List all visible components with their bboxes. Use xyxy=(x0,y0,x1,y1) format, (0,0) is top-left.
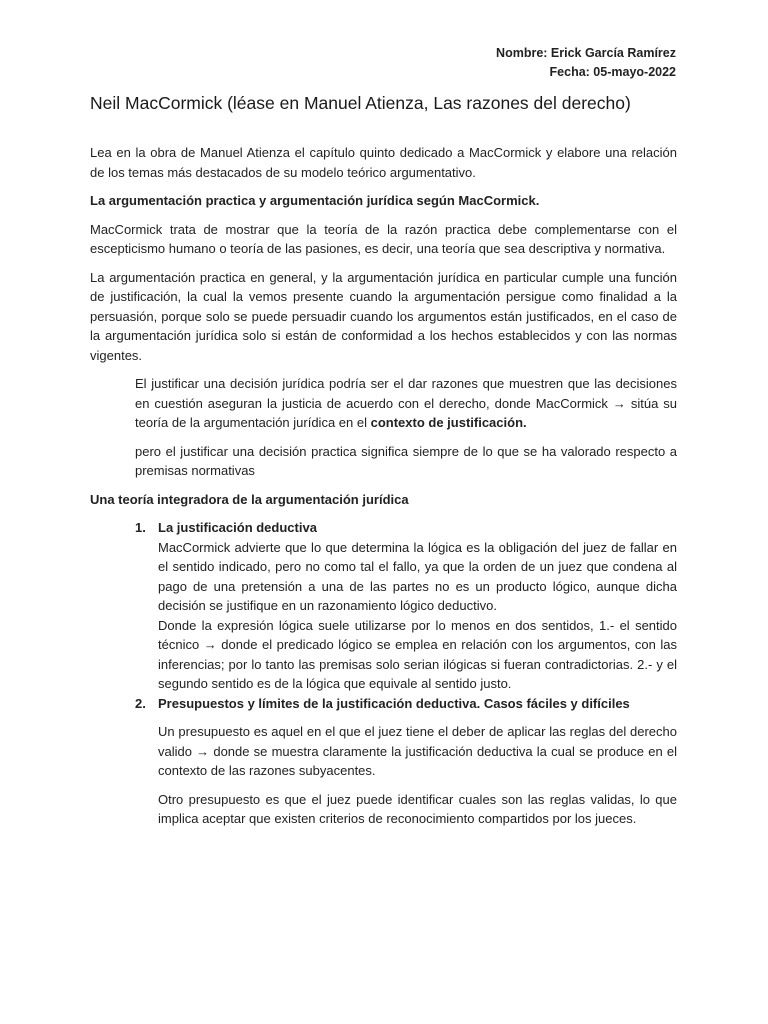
list-item xyxy=(90,694,677,829)
indented-paragraph-1-emphasis: contexto de justificación. xyxy=(370,415,527,430)
list-item-text: MacCormick advierte que lo que determina la lógica es la obligación del juez de fallar en el sentido indicado, pero no como tal el fallo, ya que la orden de un juez que condena al pago de una pretensión a una de las partes no es un producto lógico, aunque dicha decisión se justifique en un razonamiento lógico deductivo. xyxy=(158,539,677,613)
list-item-text: Donde la expresión lógica suele utilizarse por lo menos en dos sentidos, 1.- el sentido técnico → donde el predicado lógico se emplea en relación con los argumentos, con las inferencias; por lo tanto las premisas solo serian ilógicas si fueran contradictorias. 2.- y el segundo sentido es de la lógica que equivale al sentido justo. xyxy=(158,617,677,691)
author-name: Nombre: Erick García Ramírez xyxy=(496,46,676,60)
list-item-text: Otro presupuesto es que el juez puede identificar cuales son las reglas validas, lo que implica aceptar que existen criterios de reconocimiento compartidos por los jueces. xyxy=(158,791,677,826)
list-item-title: La justificación deductiva xyxy=(158,520,317,535)
list-item-text: Un presupuesto es aquel en el que el juez tiene el deber de aplicar las reglas del derecho valido → donde se muestra claramente la justificación deductiva la cual se produce en el contexto de las razones subyacentes. xyxy=(158,724,677,778)
numbered-list xyxy=(90,518,677,829)
section1-paragraph-2: La argumentación practica en general, y la argumentación jurídica en particular cumple una función de justificación, la cual la vemos presente cuando la argumentación persigue como finalidad a la persuasión, porque solo se puede persuadir cuando los argumentos están justificados, en el caso de la argumentación jurídica solo si están de conformidad a los hechos establecidos y con las normas vigentes. xyxy=(90,269,677,363)
list-item-title: Presupuestos y límites de la justificación deductiva. Casos fáciles y difíciles xyxy=(158,695,630,711)
indented-paragraph-1 xyxy=(135,374,677,433)
list-item xyxy=(90,518,677,694)
document-title: Neil MacCormick (léase en Manuel Atienza, Las razones del derecho) xyxy=(90,93,631,113)
document-date: Fecha: 05-mayo-2022 xyxy=(549,65,676,79)
section1-heading: La argumentación practica y argumentación jurídica según MacCormick. xyxy=(90,193,540,208)
list-item-number: 2. xyxy=(135,695,146,711)
indented-paragraph-1-text: El justificar una decisión jurídica podría ser el dar razones que muestren que las decisiones en cuestión aseguran la justicia de acuerdo con el derecho, donde MacCormick → sitúa su teoría de la argumentación jurídica en el xyxy=(135,376,677,430)
author-header xyxy=(496,44,676,82)
section1-paragraph-1: MacCormick trata de mostrar que la teoría de la razón practica debe complementarse con el escepticismo humano o teoría de las pasiones, es decir, una teoría que sea descriptiva y normativa. xyxy=(90,221,677,256)
indented-paragraph-2: pero el justificar una decisión practica significa siempre de lo que se ha valorado respecto a premisas normativas xyxy=(135,443,677,478)
list-item-number: 1. xyxy=(135,520,146,535)
intro-paragraph: Lea en la obra de Manuel Atienza el capítulo quinto dedicado a MacCormick y elabore una relación de los temas más destacados de su modelo teórico argumentativo. xyxy=(90,145,677,180)
document-body xyxy=(90,143,677,829)
section2-heading: Una teoría integradora de la argumentación jurídica xyxy=(90,491,409,507)
